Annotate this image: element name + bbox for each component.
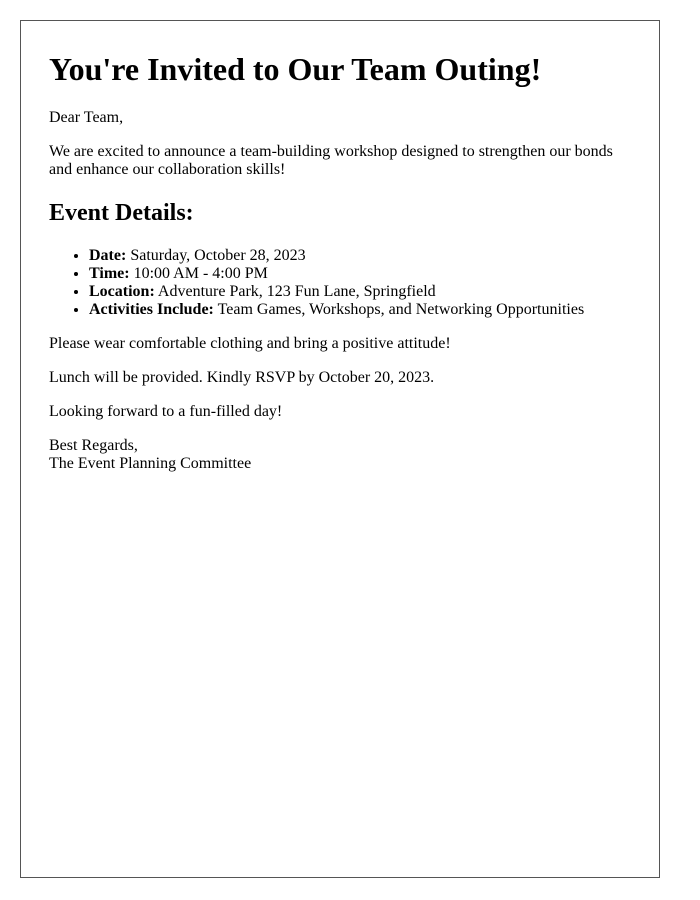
greeting: Dear Team,: [49, 109, 124, 126]
clothing-note: Please wear comfortable clothing and bring a positive attitude!: [49, 335, 451, 352]
detail-date: [89, 247, 631, 265]
event-details-heading: Event Details:: [49, 200, 194, 226]
detail-value: 10:00 AM - 4:00 PM: [133, 265, 268, 282]
detail-location: [89, 283, 631, 301]
detail-value: Saturday, October 28, 2023: [130, 247, 306, 264]
signoff-block: [49, 437, 631, 473]
detail-activities: [89, 301, 631, 319]
signoff: Best Regards,: [49, 437, 138, 454]
detail-value: Adventure Park, 123 Fun Lane, Springfield: [157, 283, 436, 300]
detail-label: Activities Include:: [89, 301, 214, 318]
closing-note: Looking forward to a fun-filled day!: [49, 403, 283, 420]
event-details-list: [49, 247, 631, 319]
detail-value: Team Games, Workshops, and Networking Opportunities: [217, 301, 585, 318]
letter-title: You're Invited to Our Team Outing!: [49, 51, 542, 87]
invitation-letter: [20, 20, 660, 878]
detail-time: [89, 265, 631, 283]
lunch-rsvp-note: Lunch will be provided. Kindly RSVP by October 20, 2023.: [49, 369, 435, 386]
detail-label: Location:: [89, 283, 155, 300]
intro-paragraph: We are excited to announce a team-building workshop designed to strengthen our bonds and enhance our collaboration skills!: [49, 143, 613, 178]
detail-label: Date:: [89, 247, 127, 264]
detail-label: Time:: [89, 265, 130, 282]
signature: The Event Planning Committee: [49, 455, 252, 472]
